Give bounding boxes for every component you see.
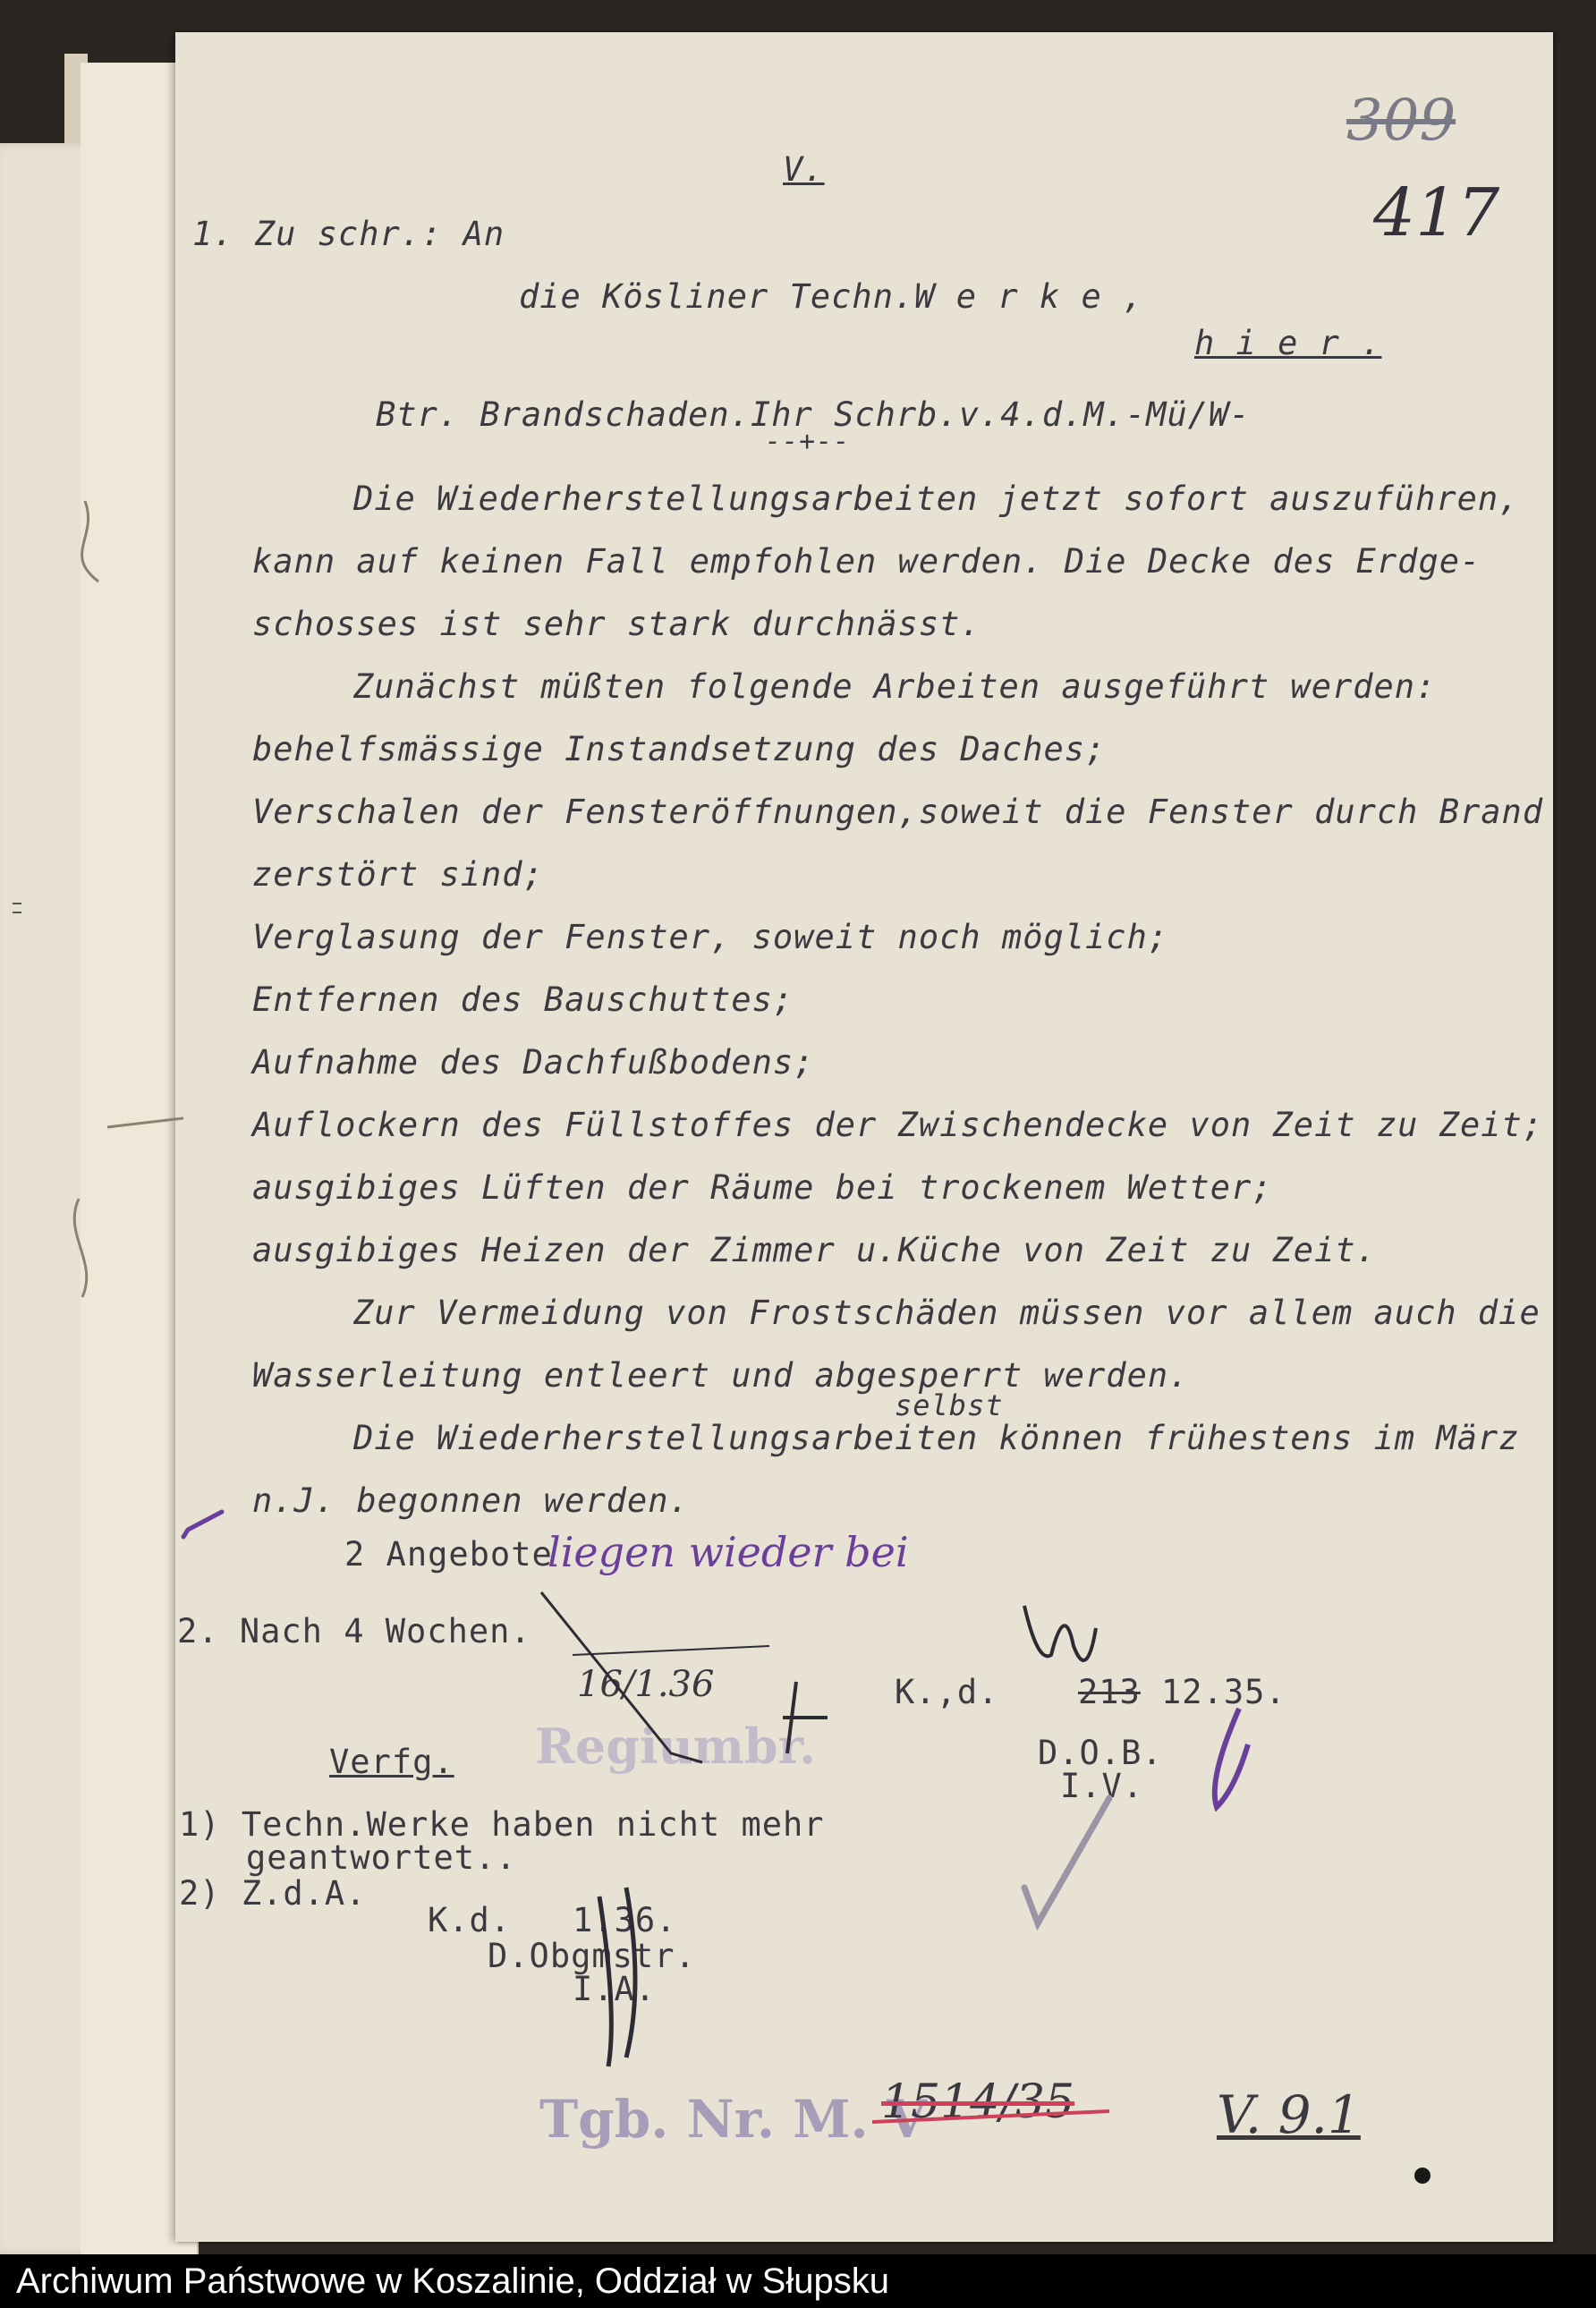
subject-line: Btr. Brandschaden.Ihr Schrb.v.4.d.M.-Mü/W- xyxy=(376,395,1251,434)
verfg-item1-cont: geantwortet.. xyxy=(246,1838,517,1877)
body-line: Entfernen des Bauschuttes; xyxy=(252,980,794,1019)
date-suffix: 12.35. xyxy=(1161,1673,1286,1711)
verfg-item2: 2) Z.d.A. xyxy=(179,1874,367,1913)
offers-handwritten: liegen wieder bei xyxy=(548,1528,909,1576)
insertion-word: selbst xyxy=(895,1388,1004,1422)
recipient-line2: h i e r . xyxy=(1194,324,1382,362)
handwritten-code: V. 9.1 xyxy=(1217,2084,1361,2145)
body-line: ausgibiges Lüften der Räume bei trockenem Wetter; xyxy=(252,1168,1273,1207)
kd2-prefix: K.d. xyxy=(428,1901,512,1939)
body-line: Die Wiederherstellungsarbeiten können frühestens im März xyxy=(353,1419,1520,1457)
signature2-ia: I.A. xyxy=(573,1970,657,2008)
verfg-label: Verfg. xyxy=(329,1743,454,1781)
date-struck: 213 xyxy=(1078,1673,1141,1711)
signature2-title: D.Obgmstr. xyxy=(488,1937,696,1975)
item1-label: 1. Zu schr.: An xyxy=(192,215,505,253)
body-line: Aufnahme des Dachfußbodens; xyxy=(252,1043,815,1082)
body-line: ausgibiges Heizen der Zimmer u.Küche von Zeit zu Zeit. xyxy=(252,1231,1377,1269)
tgb-label: Tgb. Nr. M. V xyxy=(539,2089,927,2150)
signature-title: D.O.B. xyxy=(1038,1734,1163,1772)
separator: --+-- xyxy=(765,426,851,457)
heading: V. xyxy=(783,150,825,189)
offers-typed: 2 Angebote xyxy=(344,1535,553,1574)
page-number-old: 309 xyxy=(1346,88,1456,154)
verfg-item1: 1) Techn.Werke haben nicht mehr xyxy=(179,1805,825,1844)
body-line: Wasserleitung entleert und abgesperrt werden. xyxy=(252,1356,1190,1395)
tgb-number: 1514/35 xyxy=(881,2075,1075,2129)
body-line: Die Wiederherstellungsarbeiten jetzt sofort auszuführen, xyxy=(353,479,1520,518)
stamp-date: 16/1.36 xyxy=(577,1664,715,1705)
body-line: Verglasung der Fenster, soweit noch möglich; xyxy=(252,918,1169,956)
archive-caption: Archiwum Państwowe w Koszalinie, Oddział w Słupsku xyxy=(0,2254,1596,2308)
registry-stamp: Regiumbr. xyxy=(535,1718,816,1775)
kd2-date: 1.36. xyxy=(573,1901,677,1939)
body-line: kann auf keinen Fall empfohlen werden. Die Decke des Erdge- xyxy=(252,542,1481,581)
item2: 2. Nach 4 Wochen. xyxy=(177,1612,531,1650)
body-line: Auflockern des Füllstoffes der Zwischendecke von Zeit zu Zeit; xyxy=(252,1106,1544,1144)
body-line: Verschalen der Fensteröffnungen,soweit die Fenster durch Brand xyxy=(252,793,1544,831)
signature-iv: I.V. xyxy=(1060,1767,1144,1805)
body-line: n.J. begonnen werden. xyxy=(252,1481,690,1520)
body-line: Zunächst müßten folgende Arbeiten ausgeführt werden: xyxy=(353,667,1437,706)
body-line: schosses ist sehr stark durchnässt. xyxy=(252,605,981,643)
place-date-prefix: K.,d. xyxy=(895,1673,999,1711)
body-line: Zur Vermeidung von Frostschäden müssen vor allem auch die xyxy=(353,1294,1541,1332)
body-line: behelfsmässige Instandsetzung des Daches; xyxy=(252,730,1107,768)
body-line: zerstört sind; xyxy=(252,855,544,894)
page-number-new: 417 xyxy=(1373,174,1500,251)
recipient-line1: die Kösliner Techn.W e r k e , xyxy=(519,277,1144,316)
